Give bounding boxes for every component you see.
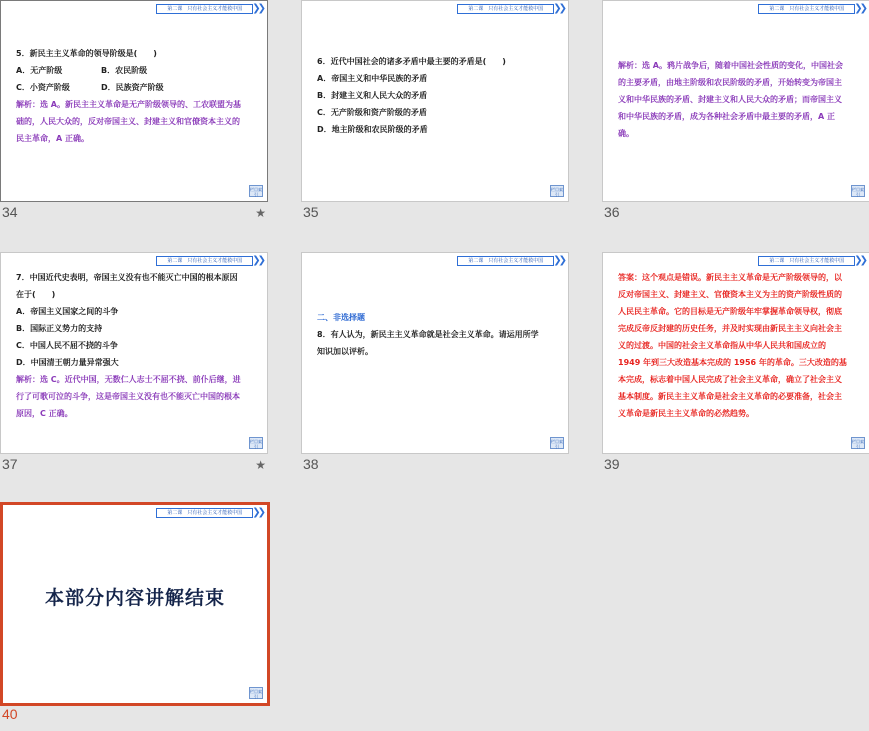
slide-header: 第二课 只有社会主义才能救中国 ❯❯: [156, 508, 263, 518]
question-text: 6．近代中国社会的诸多矛盾中最主要的矛盾是( ): [317, 57, 506, 66]
question-text: 5．新民主主义革命的领导阶级是( ): [16, 49, 157, 58]
analysis-text: 解析：选 A。鸦片战争后，随着中国社会性质的变化，中国社会的主要矛盾，由地主阶级和农民阶级的矛盾，开始转变为帝国主义和中华民族的矛盾、封建主义和人民大众的矛盾；而帝国主义和中华民族的矛盾，成为各种社会矛盾中最主要的矛盾，A 正确。: [618, 61, 843, 138]
section-heading: 二、非选择题: [317, 313, 365, 322]
slide-canvas[interactable]: [0, 502, 270, 706]
double-chevron-icon: ❯❯: [252, 507, 263, 518]
double-chevron-icon: ❯❯: [553, 255, 564, 266]
slide-canvas[interactable]: [0, 0, 268, 202]
option-d: D．地主阶级和农民阶级的矛盾: [317, 125, 428, 134]
option-a: A．帝国主义和中华民族的矛盾: [317, 74, 428, 83]
slide-number: 37: [2, 456, 18, 472]
section-index-icon[interactable]: 栏目索引: [852, 187, 864, 197]
analysis-text: 解析：选 C。近代中国，无数仁人志士不屈不挠、前仆后继，进行了可歌可泣的斗争，这是帝国主义没有也不能灭亡中国的根本原因，C 正确。: [16, 375, 241, 418]
answer-text: 答案：这个观点是错误。新民主主义革命是无产阶级领导的，以反对帝国主义、封建主义、官僚资本主义为主的资产阶级性质的人民民主革命。它的目标是无产阶级年牢掌握革命领导权，彻底完成反帝反封建的历史任务，并及时实现由新民主主义向社会主义的过渡。中国的社会主义革命指从中华人民共和国成立的 1949 年到三大改造基本完成的 1956 年的革命。三大改造的基本完成，标志着中国人民完成了社会主义革命，确立了社会主义基本制度。新民主主义革命是社会主义革命的必要准备，社会主义革命是新民主主义革命的必然趋势。: [618, 273, 847, 418]
section-index-icon[interactable]: 栏目索引: [250, 689, 262, 699]
slide-number: 38: [303, 456, 319, 472]
option-c: C．中国人民不屈不挠的斗争: [16, 341, 118, 350]
slide-header: 第二课 只有社会主义才能救中国 ❯❯: [156, 4, 263, 14]
slide-header: 第二课 只有社会主义才能救中国 ❯❯: [758, 4, 865, 14]
question-text: 7．中国近代史表明，帝国主义没有也不能灭亡中国的根本原因在于( ): [16, 273, 238, 299]
section-index-icon[interactable]: 栏目索引: [852, 439, 864, 449]
slide-canvas[interactable]: [301, 252, 569, 454]
slide-canvas[interactable]: [602, 252, 869, 454]
star-icon: ★: [255, 458, 266, 472]
double-chevron-icon: ❯❯: [252, 3, 263, 14]
slide-number: 40: [2, 706, 18, 722]
section-index-icon[interactable]: 栏目索引: [551, 187, 563, 197]
slide-header: 第二课 只有社会主义才能救中国 ❯❯: [457, 4, 564, 14]
slide-number: 34: [2, 204, 18, 220]
slide-header: 第二课 只有社会主义才能救中国 ❯❯: [758, 256, 865, 266]
star-icon: ★: [255, 206, 266, 220]
option-b: B．国际正义势力的支持: [16, 324, 103, 333]
analysis-text: 解析：选 A。新民主主义革命是无产阶级领导的、工农联盟为基础的，人民大众的，反对帝国主义、封建主义和官僚资本主义的民主革命，A 正确。: [16, 100, 241, 143]
section-index-icon[interactable]: 栏目索引: [250, 439, 262, 449]
double-chevron-icon: ❯❯: [854, 3, 865, 14]
slide-header: 第二课 只有社会主义才能救中国 ❯❯: [156, 256, 263, 266]
option-d: D．中国清王朝力量异常强大: [16, 358, 119, 367]
slide-canvas[interactable]: [0, 252, 268, 454]
slide-canvas[interactable]: [301, 0, 569, 202]
slide-number: 39: [604, 456, 620, 472]
section-index-icon[interactable]: 栏目索引: [551, 439, 563, 449]
options-row: C．小资产阶级 D．民族资产阶级: [16, 83, 164, 92]
slide-header: 第二课 只有社会主义才能救中国 ❯❯: [457, 256, 564, 266]
double-chevron-icon: ❯❯: [854, 255, 865, 266]
options-row: A．无产阶级 B．农民阶级: [16, 66, 148, 75]
option-c: C．无产阶级和资产阶级的矛盾: [317, 108, 427, 117]
slide-canvas[interactable]: [602, 0, 869, 202]
slide-number: 35: [303, 204, 319, 220]
question-text: 8．有人认为，新民主主义革命就是社会主义革命。请运用所学知识加以评析。: [317, 330, 539, 356]
double-chevron-icon: ❯❯: [553, 3, 564, 14]
option-a: A．帝国主义国家之间的斗争: [16, 307, 119, 316]
slide-number: 36: [604, 204, 620, 220]
option-b: B．封建主义和人民大众的矛盾: [317, 91, 428, 100]
double-chevron-icon: ❯❯: [252, 255, 263, 266]
section-index-icon[interactable]: 栏目索引: [250, 187, 262, 197]
end-title: 本部分内容讲解结束: [44, 587, 225, 609]
